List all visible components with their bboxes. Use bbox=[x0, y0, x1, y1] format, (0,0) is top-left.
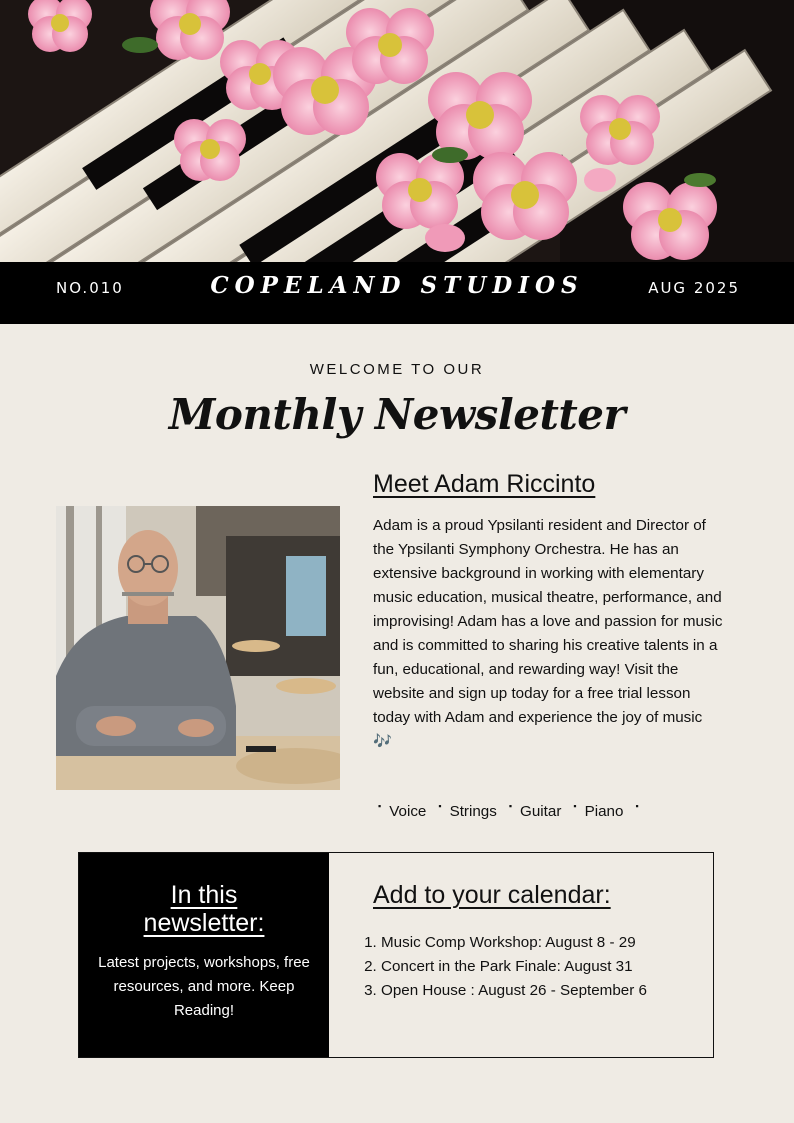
profile-heading: Meet Adam Riccinto bbox=[373, 470, 596, 498]
bullet-icon: ▪ bbox=[573, 801, 577, 811]
portrait-illustration bbox=[56, 506, 340, 790]
bullet-icon: ▪ bbox=[378, 801, 382, 811]
header-banner bbox=[0, 262, 794, 324]
calendar-event: 2. Concert in the Park Finale: August 31 bbox=[381, 955, 647, 979]
instrument-item: Voice bbox=[389, 803, 427, 820]
bullet-icon: ▪ bbox=[635, 801, 639, 811]
calendar-heading: Add to your calendar: bbox=[373, 881, 611, 909]
piano-flowers-illustration bbox=[0, 0, 794, 262]
instrument-item: Strings bbox=[449, 803, 497, 820]
in-this-newsletter-panel bbox=[79, 853, 329, 1057]
welcome-text: WELCOME TO OUR bbox=[309, 361, 485, 378]
hero-image bbox=[0, 0, 794, 262]
profile-bio bbox=[373, 514, 723, 754]
calendar-event: 3. Open House : August 26 - September 6 bbox=[381, 979, 647, 1003]
profile-bio-text: Adam is a proud Ypsilanti resident and Director of the Ypsilanti Symphony Orchestra. He has an extensive background in working with elementary music education, musical theatre, performance, and improvising! Adam has a love and passion for music and is committed to sharing his creative talents in a fun, educational, and rewarding way! Visit the website and sign up today for a free trial lesson today with Adam and experience the joy of music bbox=[373, 517, 723, 726]
instrument-item: Guitar bbox=[520, 803, 562, 820]
bullet-icon: ▪ bbox=[508, 801, 513, 811]
instrument-list bbox=[378, 803, 647, 820]
brand-name: COPELAND STUDIOS bbox=[210, 272, 584, 299]
instrument-item: Piano bbox=[584, 803, 624, 820]
issue-number: NO.010 bbox=[56, 279, 124, 297]
in-this-newsletter-description: Latest projects, workshops, free resources, and more. Keep Reading! bbox=[98, 954, 310, 1019]
issue-date: AUG 2025 bbox=[648, 279, 740, 297]
page-title: Monthly Newsletter bbox=[168, 390, 626, 439]
portrait-image bbox=[56, 506, 340, 790]
calendar-event: 1. Music Comp Workshop: August 8 - 29 bbox=[381, 931, 647, 955]
calendar-event-list bbox=[357, 931, 647, 1003]
info-box bbox=[78, 852, 714, 1058]
calendar-panel bbox=[329, 853, 713, 1057]
bullet-icon: ▪ bbox=[438, 801, 442, 811]
music-notes-icon: 🎶 bbox=[373, 733, 392, 750]
in-this-newsletter-heading: In this newsletter: bbox=[143, 881, 265, 937]
